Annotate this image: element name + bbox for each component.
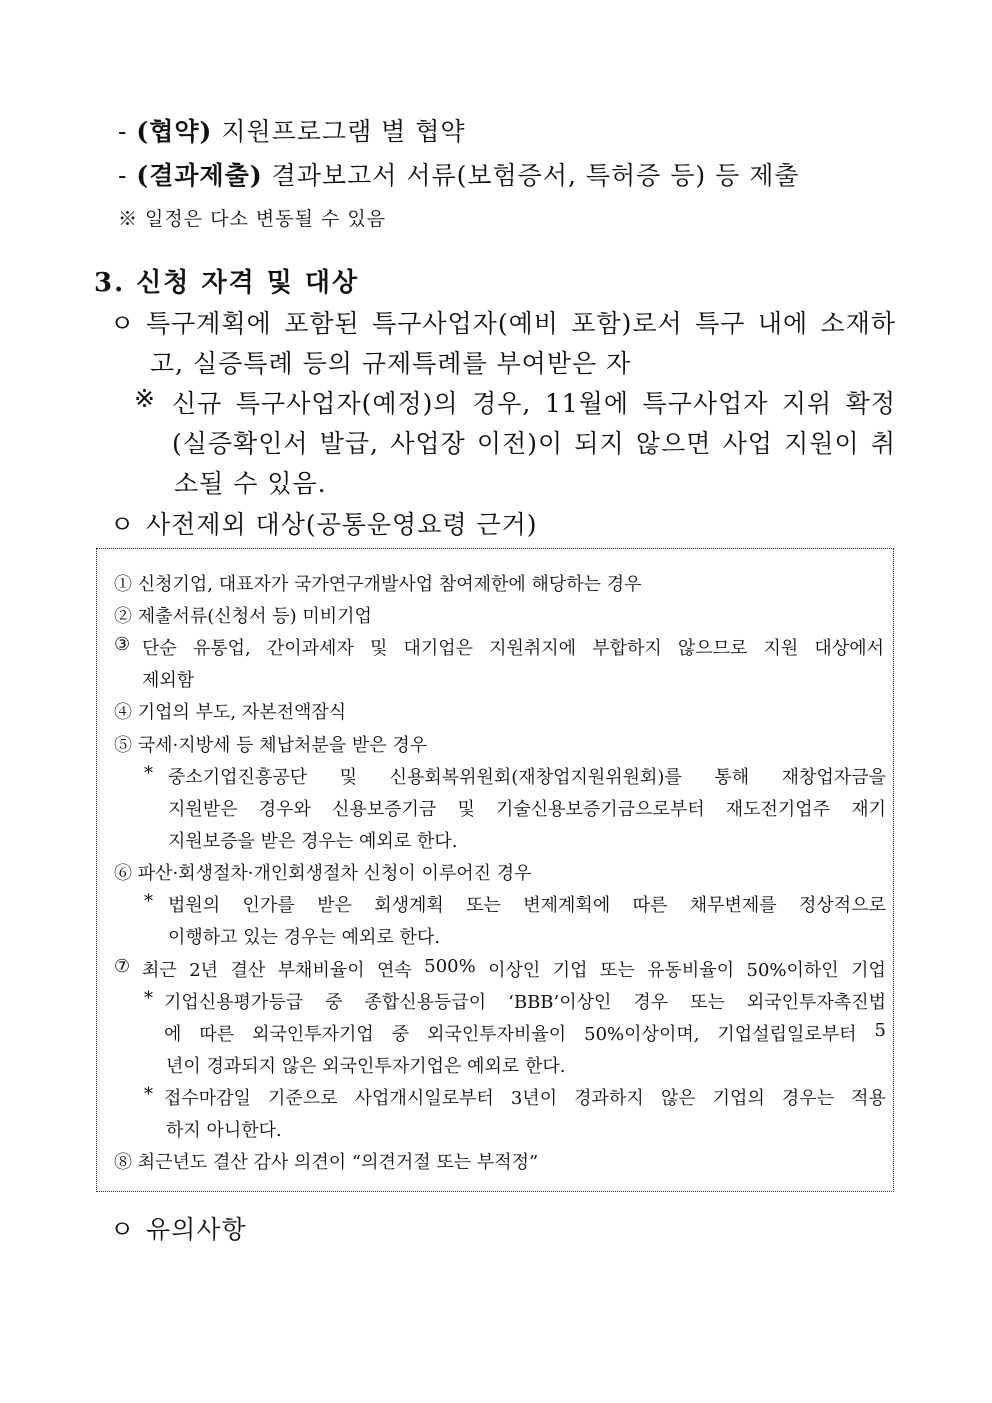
exception-star: * <box>144 988 153 1009</box>
exception-5-line-2: 지원받은 경우와 신용보증기금 및 기술신용보증기금으로부터 재도전기업주 재기 <box>168 799 886 820</box>
exception-5-line-3: 지원보증을 받은 경우는 예외로 한다. <box>168 831 458 852</box>
bullet-symbol: ㅇ <box>110 510 136 539</box>
exception-7b-line-1: 접수마감일 기준으로 사업개시일로부터 3년이 경과하지 않은 기업의 경우는 적용 <box>164 1088 886 1109</box>
exclusion-item-7: 최근 2년 결산 부채비율이 연속 500% 이상인 기업 또는 유동비율이 50%이하인 기업 <box>142 956 886 981</box>
schedule-item-result-submission: - (결과제출) 결과보고서 서류(보험증서, 특허증 등) 등 제출 <box>118 161 800 190</box>
eligibility-line-1: 특구계획에 포함된 특구사업자(예비 포함)로서 특구 내에 소재하 <box>146 309 896 338</box>
exclusion-item-3-cont: 제외함 <box>142 670 195 691</box>
exception-7b-line-2: 하지 아니한다. <box>166 1120 282 1141</box>
exception-7-line-3: 년이 경과되지 않은 외국인투자기업은 예외로 한다. <box>166 1056 566 1077</box>
exception-7-line-2: 에 따른 외국인투자기업 중 외국인투자비율이 50%이상이며, 기업설립일로부터 5 <box>164 1020 886 1045</box>
exception-7-line-1: 기업신용평가등급 중 종합신용등급이 ‘BBB’이상인 경우 또는 외국인투자촉진법 <box>164 992 886 1013</box>
exclusion-item-1: ① 신청기업, 대표자가 국가연구개발사업 참여제한에 해당하는 경우 <box>114 574 642 595</box>
schedule-key: (결과제출) <box>136 161 263 190</box>
exclusion-item-8: ⑧ 최근년도 결산 감사 의견이 “의견거절 또는 부적정” <box>114 1152 539 1173</box>
exception-star: * <box>144 891 153 912</box>
bullet-symbol: ㅇ <box>110 1215 136 1244</box>
bullet-symbol: ㅇ <box>110 309 136 338</box>
exclusion-title: 사전제외 대상(공통운영요령 근거) <box>146 510 538 539</box>
exception-6-line-2: 이행하고 있는 경우는 예외로 한다. <box>168 927 441 948</box>
exclusion-item-5: ⑤ 국세·지방세 등 체납처분을 받은 경우 <box>114 735 428 756</box>
section-heading: 3. 신청 자격 및 대상 <box>94 268 360 298</box>
note-line-1: 신규 특구사업자(예정)의 경우, 11월에 특구사업자 지위 확정 <box>172 389 896 418</box>
exception-star: * <box>144 763 153 784</box>
schedule-note: ※ 일정은 다소 변동될 수 있음 <box>118 208 387 230</box>
notice-title: 유의사항 <box>146 1215 247 1244</box>
exclusion-item-4: ④ 기업의 부도, 자본전액잠식 <box>114 702 347 723</box>
note-symbol: ※ <box>134 384 156 413</box>
exception-star: * <box>144 1084 153 1105</box>
exception-6-line-1: 법원의 인가를 받은 회생계획 또는 변제계획에 따른 채무변제를 정상적으로 <box>168 895 886 916</box>
exclusion-num-3: ③ <box>114 634 131 655</box>
note-line-2: (실증확인서 발급, 사업장 이전)이 되지 않으면 사업 지원이 취 <box>172 429 896 458</box>
schedule-item-agreement: - (협약) 지원프로그램 별 협약 <box>118 117 466 146</box>
exclusion-item-3: 단순 유통업, 간이과세자 및 대기업은 지원취지에 부합하지 않으므로 지원 대상에서 <box>142 638 884 659</box>
exclusion-item-6: ⑥ 파산·회생절차·개인회생절차 신청이 이루어진 경우 <box>114 863 532 884</box>
exception-5-line-1: 중소기업진흥공단 및 신용회복위원회(재창업지원위원회)를 통해 재창업자금을 <box>168 767 886 788</box>
exclusion-num-7: ⑦ <box>114 956 131 977</box>
exclusion-item-2: ② 제출서류(신청서 등) 미비기업 <box>114 606 372 627</box>
schedule-key: (협약) <box>136 117 213 146</box>
note-line-3: 소될 수 있음. <box>174 469 327 498</box>
eligibility-line-2: 고, 실증특례 등의 규제특례를 부여받은 자 <box>150 349 632 378</box>
